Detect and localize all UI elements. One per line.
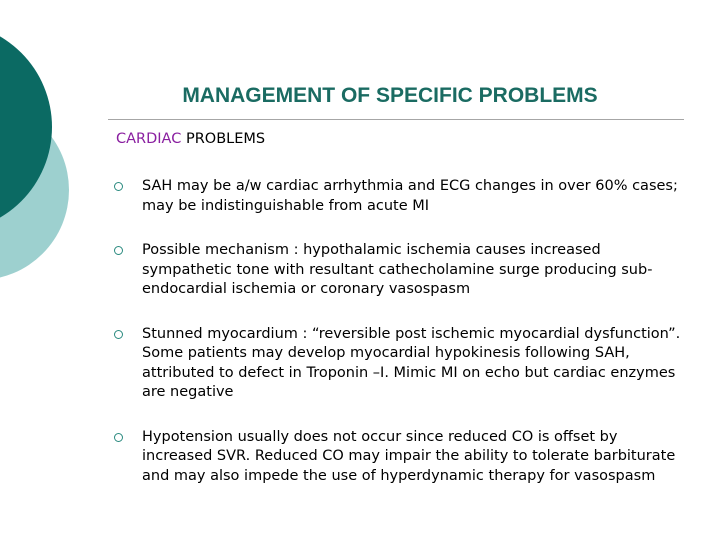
bullet-text: Hypotension usually does not occur since reduced CO is offset by increased SVR. Reduced CO may impair the ability to tolerate barbiturate and may also impede the use of hyperdynamic therapy for vasospasm (142, 428, 676, 484)
circle-bullet-icon (114, 433, 123, 442)
section-heading (116, 131, 265, 147)
bullet-item (114, 325, 684, 403)
section-heading-rest: PROBLEMS (185, 131, 266, 147)
bullet-text: SAH may be a/w cardiac arrhythmia and ECG changes in over 60% cases; may be indistinguishable from acute MI (142, 178, 678, 214)
bullet-item (114, 177, 684, 216)
bullet-text: Stunned myocardium : “reversible post ischemic myocardial dysfunction”. Some patients may develop myocardial hypokinesis following SAH, attributed to defect in Troponin –I. Mimic MI on echo but cardiac enzymes are negative (142, 325, 681, 400)
decorative-circles (0, 0, 90, 300)
slide-title: MANAGEMENT OF SPECIFIC PROBLEMS (182, 84, 598, 107)
title-divider (108, 119, 684, 120)
bullet-list (114, 177, 684, 511)
circle-bullet-icon (114, 182, 123, 191)
bullet-text: Possible mechanism : hypothalamic ischemia causes increased sympathetic tone with resultant cathecholamine surge producing sub-endocardial ischemia or coronary vasospasm (142, 242, 653, 297)
bullet-item (114, 241, 684, 300)
circle-bullet-icon (114, 330, 123, 339)
circle-bullet-icon (114, 246, 123, 255)
section-heading-accent: CARDIAC (116, 131, 182, 147)
bullet-item (114, 428, 684, 487)
